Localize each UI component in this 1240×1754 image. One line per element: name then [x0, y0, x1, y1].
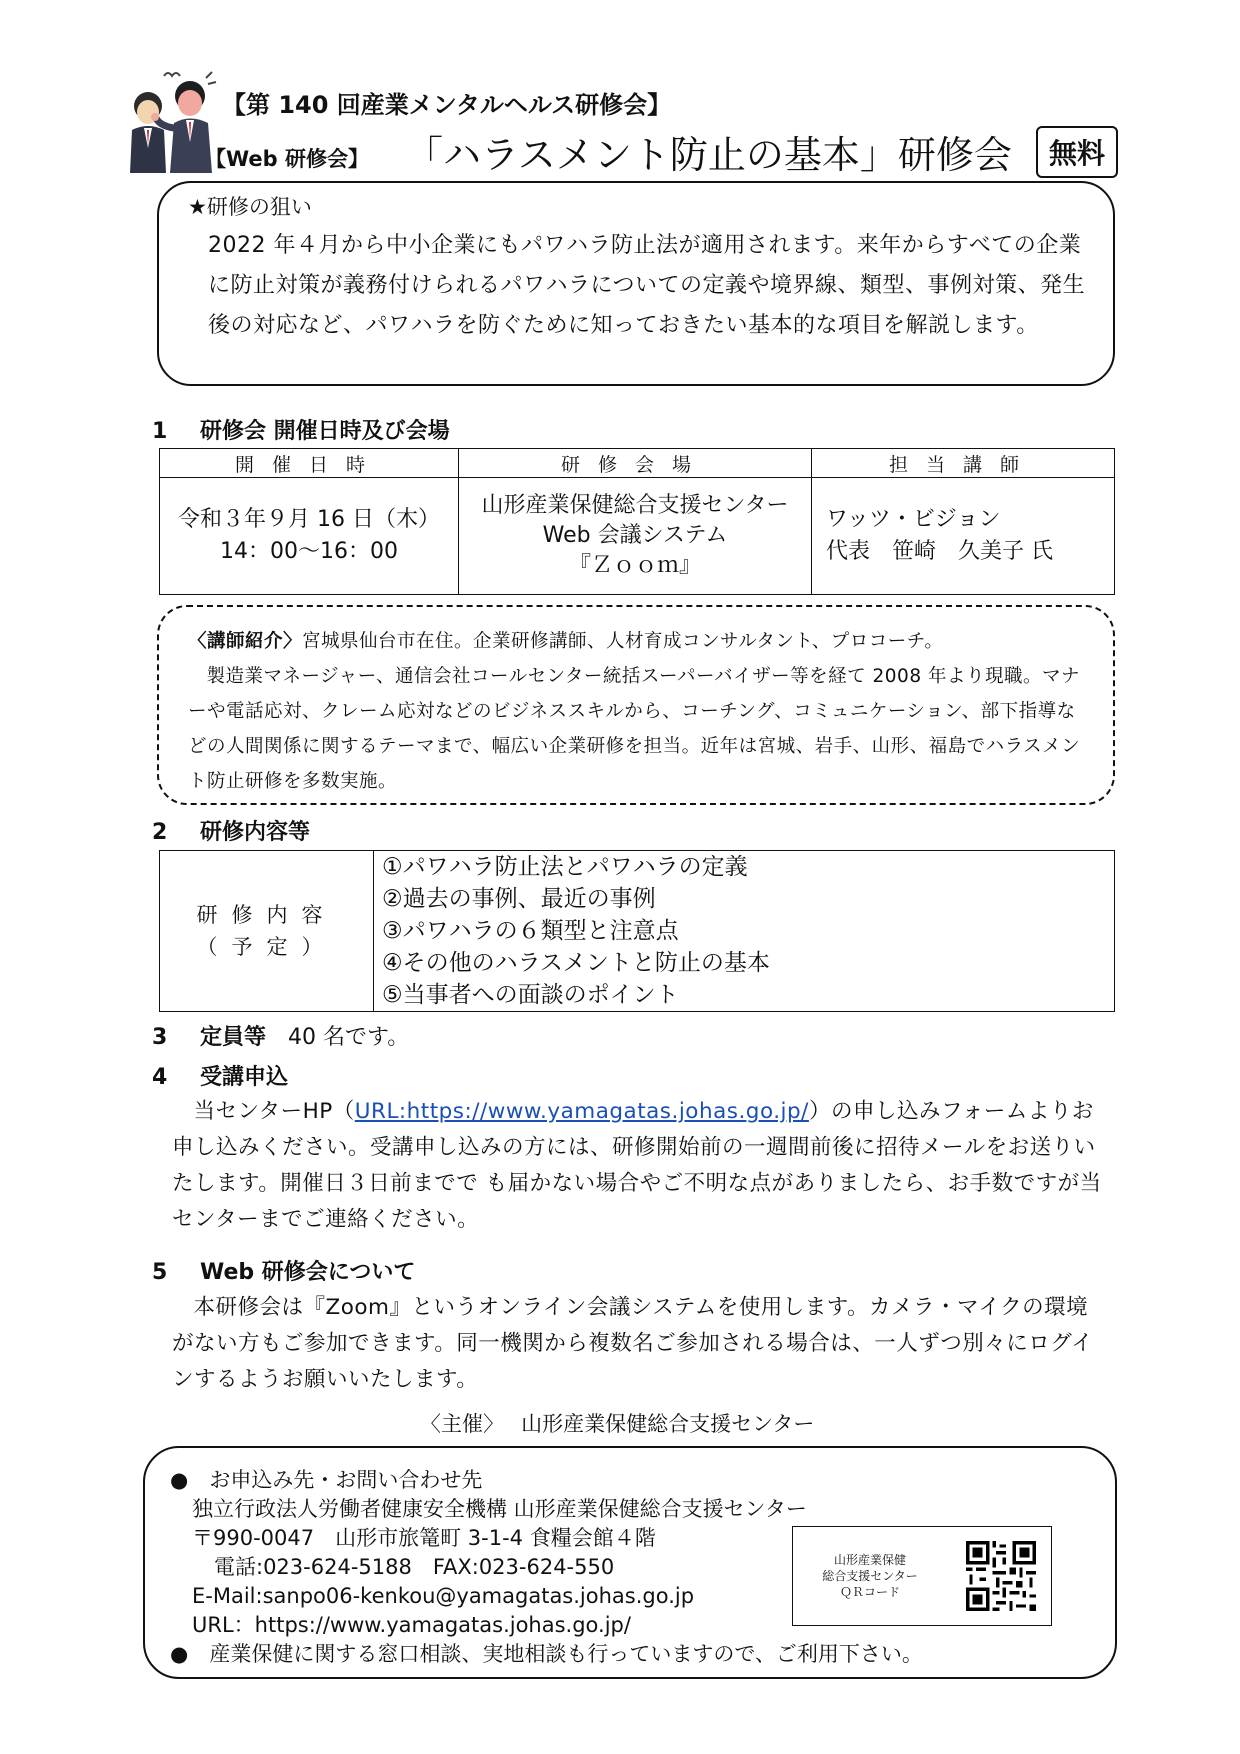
- section-number: 1: [152, 419, 168, 444]
- contact-note: ● 産業保健に関する窓口相談、実地相談も行っていますので、ご利用下さい。: [170, 1642, 923, 1666]
- organizer: 〈主催〉 山形産業保健総合支援センター: [420, 1412, 815, 1436]
- contact-url[interactable]: URL：https://www.yamagatas.johas.go.jp/: [192, 1613, 631, 1637]
- content-label-note: （予定）: [196, 935, 337, 959]
- section-1-heading: [152, 414, 450, 445]
- homepage-link[interactable]: URL:https://www.yamagatas.johas.go.jp/: [354, 1099, 809, 1124]
- qr-code-icon[interactable]: [966, 1541, 1036, 1611]
- venue-system: Web 会議システム: [542, 523, 728, 548]
- contact-email[interactable]: E-Mail:sanpo06-kenkou@yamagatas.johas.go.jp: [192, 1584, 695, 1608]
- contact-org: 独立行政法人労働者健康安全機構 山形産業保健総合支援センター: [192, 1497, 807, 1521]
- section-title: 定員等: [200, 1025, 267, 1050]
- aim-body: 2022 年４月から中小企業にもパワハラ防止法が適用されます。来年からすべての企業に防止対策が義務付けられるパワハラについての定義や境界線、類型、事例対策、発生後の対応など、パワハラを防ぐために知っておきたい基本的な項目を解説します。: [208, 233, 1086, 338]
- list-item: ④その他のハラスメントと防止の基本: [382, 950, 770, 976]
- section-number: 5: [152, 1260, 168, 1285]
- section-title: 受講申込: [200, 1065, 289, 1090]
- section-number: 4: [152, 1065, 168, 1090]
- section-title: 研修内容等: [200, 820, 311, 845]
- lecturer-intro-label: 〈講師紹介〉: [188, 631, 303, 652]
- contact-heading: ● お申込み先・お問い合わせ先: [170, 1468, 483, 1492]
- application-text-post: ）の申し込みフォームよりお申し込みください。受講申し込みの方には、研修開始前の一週間前後に招待メールをお送りいたします。開催日３日前までで も届かない場合やご不明な点がありましたら、お手数ですが当センターまでご連絡ください。: [172, 1099, 1102, 1232]
- venue-name: 山形産業保健総合支援センター: [481, 493, 789, 518]
- capacity-text: 40 名です。: [288, 1025, 410, 1050]
- section-title: Web 研修会について: [200, 1260, 416, 1285]
- qr-label-line3: ＱＲコード: [839, 1585, 900, 1599]
- contact-phone: 電話:023-624-5188 FAX:023-624-550: [214, 1555, 615, 1579]
- free-badge: 無料: [1036, 126, 1118, 178]
- lecturer-intro-text: [188, 624, 1088, 799]
- contact-address: 〒990-0047 山形市旅篭町 3-1-4 食糧会館４階: [192, 1526, 656, 1550]
- lecturer-company: ワッツ・ビジョン: [826, 507, 1001, 532]
- lecturer-cell: [812, 478, 1115, 595]
- content-items-cell: [374, 851, 1115, 1012]
- web-seminar-text: 本研修会は『Zoom』というオンライン会議システムを使用します。カメラ・マイクの環境がない方もご参加できます。同一機関から複数名ご参加される場合は、一人ずつ別々にログインするようお願いいたします。: [172, 1295, 1094, 1392]
- section-2-heading: [152, 815, 310, 846]
- section-number: 2: [152, 820, 168, 845]
- page-title: 「ハラスメント防止の基本」研修会: [405, 133, 1012, 177]
- section-3-heading: [152, 1020, 409, 1051]
- schedule-table: [159, 448, 1115, 595]
- col-header-venue: 研修会場: [459, 449, 812, 478]
- list-item: ①パワハラ防止法とパワハラの定義: [382, 854, 748, 880]
- lecturer-name: 代表 笹崎 久美子 氏: [826, 539, 1053, 564]
- col-header-date: 開催日時: [160, 449, 459, 478]
- content-label-cell: [160, 851, 374, 1012]
- section-number: 3: [152, 1025, 168, 1050]
- lecturer-intro-line1: 宮城県仙台市在住。企業研修講師、人材育成コンサルタント、プロコーチ。: [302, 631, 944, 652]
- content-table: [159, 850, 1115, 1012]
- venue-cell: [459, 478, 812, 595]
- aim-heading: ★研修の狙い: [188, 195, 312, 219]
- list-item: ②過去の事例、最近の事例: [382, 886, 656, 912]
- lecturer-intro-body: 製造業マネージャー、通信会社コールセンター統括スーパーバイザー等を経て 2008 年より現職。マナーや電話応対、クレーム応対などのビジネススキルから、コーチング、コミュニケーション、部下指導などの人間関係に関するテーマまで、幅広い企業研修を担当。近年は宮城、岩手、山形、福島でハラスメント防止研修を多数実施。: [188, 666, 1081, 792]
- application-text: [172, 1094, 1104, 1238]
- content-label: 研修内容: [196, 903, 337, 927]
- col-header-lecturer: 担当講師: [812, 449, 1115, 478]
- list-item: ⑤当事者への面談のポイント: [382, 982, 679, 1008]
- qr-label-line1: 山形産業保健: [833, 1553, 906, 1567]
- section-title: 研修会 開催日時及び会場: [200, 419, 450, 444]
- list-item: ③パワハラの６類型と注意点: [382, 918, 679, 944]
- date-cell: [160, 478, 459, 595]
- section-5-heading: [152, 1255, 415, 1286]
- date-value: 令和３年９月 16 日（木）: [178, 507, 440, 532]
- series-title: 【第 140 回産業メンタルヘルス研修会】: [222, 91, 672, 119]
- qr-code-label: [800, 1552, 940, 1600]
- application-text-pre: 当センターHP（: [193, 1099, 355, 1124]
- section-4-heading: [152, 1060, 288, 1091]
- time-value: 14：00～16：00: [220, 539, 398, 564]
- qr-label-line2: 総合支援センター: [822, 1569, 918, 1583]
- web-seminar-tag: 【Web 研修会】: [205, 147, 370, 171]
- venue-zoom: 『Ｚｏｏｍ』: [568, 553, 701, 578]
